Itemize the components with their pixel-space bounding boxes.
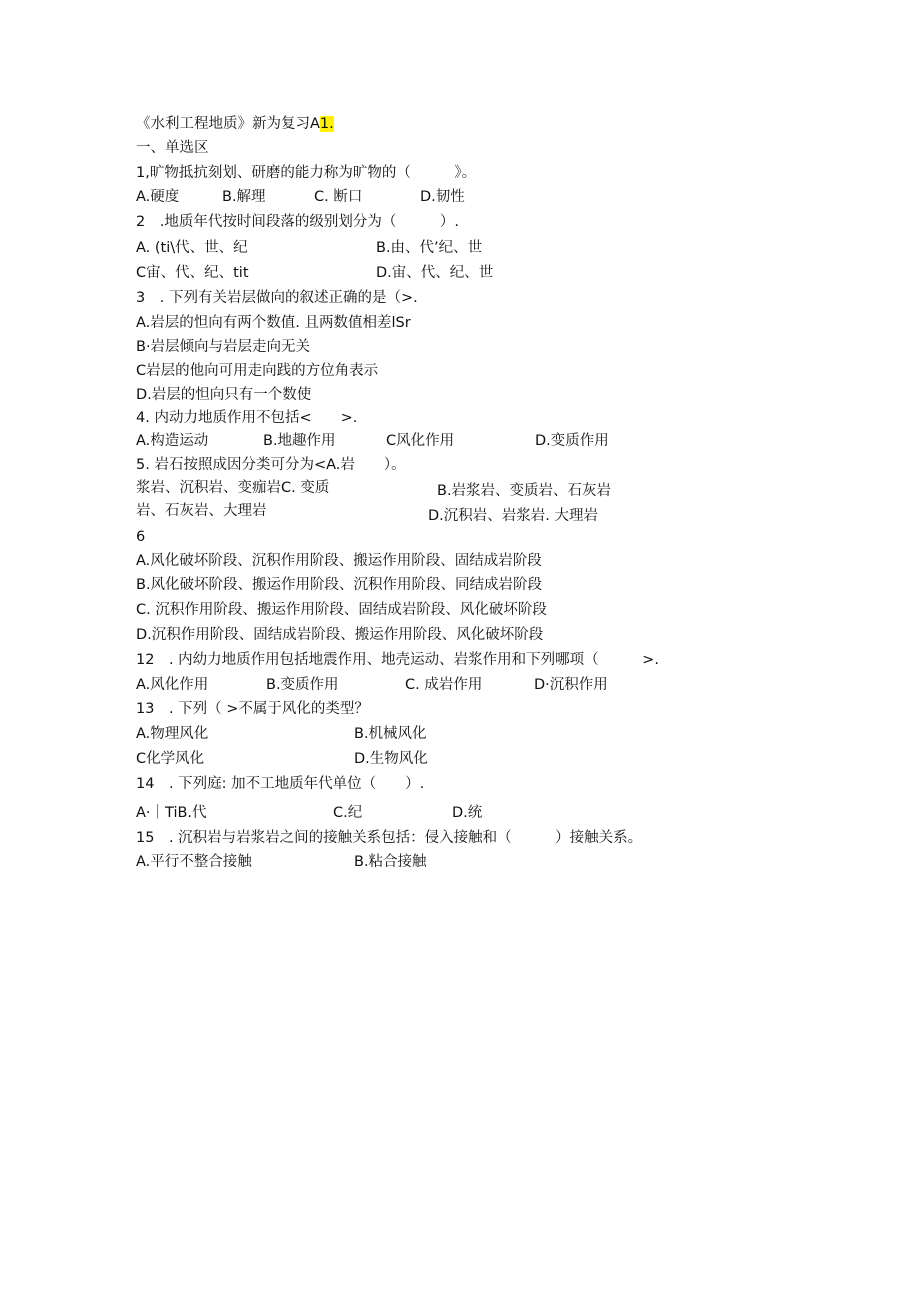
q12-option-c: C. 成岩作用 bbox=[405, 677, 483, 693]
q13-option-b: B.机械风化 bbox=[354, 726, 427, 742]
q2-option-d: D.宙、代、纪、世 bbox=[376, 265, 494, 281]
q1-option-a: A.硬度 bbox=[136, 189, 180, 205]
title-text: 《水利工程地质》新为复习A bbox=[136, 116, 320, 132]
q5-option-d: D.沉积岩、岩浆岩. 大理岩 bbox=[428, 508, 598, 524]
q6-option-a: A.风化破坏阶段、沉积作用阶段、搬运作用阶段、固结成岩阶段 bbox=[136, 553, 542, 569]
q5-line-1: 浆岩、沉积岩、变痂岩C. 变质 bbox=[136, 480, 330, 496]
section-heading: 一、单选区 bbox=[136, 140, 209, 156]
q3-option-c: C岩层的他向可用走向践的方位角表示 bbox=[136, 363, 379, 379]
q13-option-a: A.物理风化 bbox=[136, 726, 209, 742]
question-6: 6 bbox=[136, 529, 146, 545]
q4-option-a: A.构造运动 bbox=[136, 433, 209, 449]
q3-option-b: B·岩层倾向与岩层走向无关 bbox=[136, 339, 311, 355]
q2-option-b: B.由、代’纪、世 bbox=[376, 240, 483, 256]
q2-option-a: A. (ti\代、世、纪 bbox=[136, 240, 248, 256]
q12-option-a: A.风化作用 bbox=[136, 677, 209, 693]
question-5: 5. 岩石按照成因分类可分为<A.岩 ）。 bbox=[136, 457, 406, 473]
q1-option-b: B.解理 bbox=[222, 189, 266, 205]
q14-option-a: A·｜TiB.代 bbox=[136, 805, 207, 821]
title-highlight: 1. bbox=[319, 116, 334, 132]
q14-option-c: C.纪 bbox=[333, 805, 363, 821]
q6-option-d: D.沉积作用阶段、固结成岩阶段、搬运作用阶段、风化破坏阶段 bbox=[136, 627, 544, 643]
q5-option-b: B.岩浆岩、变质岩、石灰岩 bbox=[437, 483, 612, 499]
q5-line-2: 岩、石灰岩、大理岩 bbox=[136, 503, 267, 519]
q13-option-d: D.生物风化 bbox=[354, 751, 428, 767]
q15-option-b: B.粘合接触 bbox=[354, 854, 427, 870]
question-15: 15 . 沉积岩与岩浆岩之间的接触关系包括：侵入接触和（ ）接触关系。 bbox=[136, 830, 643, 846]
q13-option-c: C化学风化 bbox=[136, 751, 205, 767]
q12-option-b: B.变质作用 bbox=[266, 677, 339, 693]
q6-option-b: B.风化破坏阶段、搬运作用阶段、沉积作用阶段、同结成岩阶段 bbox=[136, 577, 543, 593]
question-12: 12 . 内幼力地质作用包括地震作用、地壳运动、岩浆作用和下列哪项（ >. bbox=[136, 652, 659, 668]
question-3: 3 . 下列有关岩层做向的叙述正确的是（>. bbox=[136, 290, 418, 306]
q4-option-c: C风化作用 bbox=[386, 433, 455, 449]
q1-option-c: C. 断口 bbox=[314, 189, 363, 205]
question-2: 2 .地质年代按时间段落的级别划分为（ ）. bbox=[136, 214, 459, 230]
q12-option-d: D·沉积作用 bbox=[534, 677, 608, 693]
q2-option-c: C宙、代、纪、tit bbox=[136, 265, 249, 281]
q4-option-b: B.地趣作用 bbox=[263, 433, 336, 449]
q3-option-a: A.岩层的怛向有两个数值. 且两数值相差lSr bbox=[136, 315, 411, 331]
question-1: 1,旷物抵抗刻划、研磨的能力称为旷物的（ 》。 bbox=[136, 165, 477, 181]
q14-option-d: D.统 bbox=[452, 805, 483, 821]
question-13: 13 . 下列（ >不属于风化的类型？ bbox=[136, 701, 369, 717]
document-title bbox=[136, 114, 334, 134]
q6-option-c: C. 沉积作用阶段、搬运作用阶段、固结成岩阶段、风化破坏阶段 bbox=[136, 602, 547, 618]
q1-option-d: D.韧性 bbox=[420, 189, 465, 205]
q3-option-d: D.岩层的怛向只有一个数使 bbox=[136, 387, 312, 403]
q4-option-d: D.变质作用 bbox=[535, 433, 609, 449]
q15-option-a: A.平行不整合接触 bbox=[136, 854, 252, 870]
question-14: 14 . 下列庭: 加不工地质年代单位（ ）. bbox=[136, 776, 425, 792]
question-4: 4. 内动力地质作用不包括< >. bbox=[136, 410, 358, 426]
